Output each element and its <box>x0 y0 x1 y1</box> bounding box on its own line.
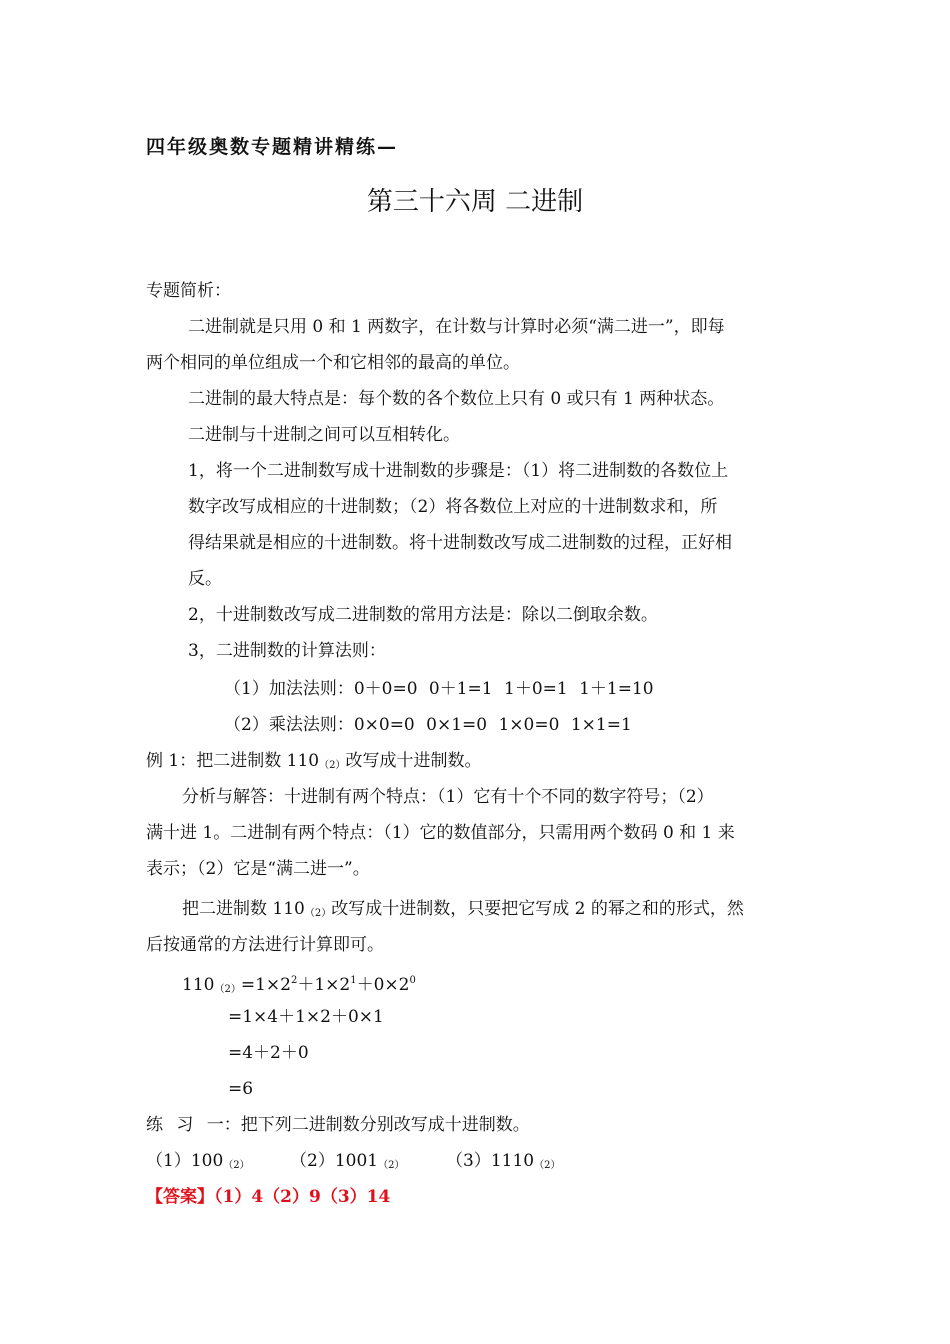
base-2-subscript: （2） <box>214 984 241 995</box>
question-2 <box>290 1150 404 1177</box>
paragraph-6: 3，二进制数的计算法则： <box>188 641 386 661</box>
paragraph-3: 二进制与十进制之间可以互相转化。 <box>188 425 460 445</box>
example-1-text-b: 改写成十进制数。 <box>345 751 482 771</box>
base-2-subscript: （2） <box>378 1160 405 1171</box>
base-2-subscript: （2） <box>534 1160 561 1171</box>
analysis-line-a: 分析与解答：十进制有两个特点：（1）它有十个不同的数字符号；（2） <box>182 787 714 807</box>
base-2-subscript: （2） <box>223 1160 250 1171</box>
question-3-text: （3）1110 <box>446 1151 535 1171</box>
paragraph-1b: 两个相同的单位组成一个和它相邻的最高的单位。 <box>146 353 520 373</box>
exponent-1: 1 <box>350 975 357 986</box>
paragraph-4c: 得结果就是相应的十进制数。将十进制数改写成二进制数的过程，正好相 <box>188 533 732 553</box>
addition-rule: （1）加法法则：0＋0=0 0＋1=1 1＋0=1 1＋1=10 <box>224 679 654 699</box>
calc-number: 110 <box>182 975 215 995</box>
practice-heading: 练 习 一：把下列二进制数分别改写成十进制数。 <box>146 1115 530 1135</box>
base-2-subscript: （2） <box>304 908 332 919</box>
paragraph-1a: 二进制就是只用 0 和 1 两数字，在计数与计算时必须“满二进一”，即每 <box>188 317 725 337</box>
question-1-text: （1）100 <box>146 1151 224 1171</box>
calculation-step-2: =1×4＋1×2＋0×1 <box>228 1007 384 1027</box>
analysis-line-d-b: 改写成十进制数，只要把它写成 2 的幂之和的形式，然 <box>331 899 744 919</box>
question-1 <box>146 1150 250 1177</box>
paragraph-2: 二进制的最大特点是：每个数的各个数位上只有 0 或只有 1 两种状态。 <box>188 389 725 409</box>
multiplication-rule: （2）乘法法则：0×0=0 0×1=0 1×0=0 1×1=1 <box>224 715 632 735</box>
analysis-line-d-a: 把二进制数 110 <box>182 899 305 919</box>
calc-term-1: =1×2 <box>240 975 291 995</box>
answer-label: 【答案】 <box>146 1187 214 1207</box>
example-1 <box>146 750 481 777</box>
paragraph-4d: 反。 <box>188 569 222 589</box>
paragraph-4a: 1，将一个二进制数写成十进制数的步骤是：（1）将二进制数的各数位上 <box>188 461 729 481</box>
exponent-0: 0 <box>409 975 416 986</box>
calculation-step-3: =4＋2＋0 <box>228 1043 309 1063</box>
paragraph-5: 2，十进制数改写成二进制数的常用方法是：除以二倒取余数。 <box>188 605 658 625</box>
exponent-2: 2 <box>290 975 298 986</box>
question-2-text: （2）1001 <box>290 1151 379 1171</box>
question-3 <box>446 1150 560 1177</box>
base-2-subscript: （2） <box>319 760 346 771</box>
intro-label: 专题简析： <box>146 281 231 301</box>
calc-term-2: ＋1×2 <box>297 975 351 995</box>
analysis-line-e: 后按通常的方法进行计算即可。 <box>146 935 384 955</box>
analysis-line-b: 满十进 1。二进制有两个特点：（1）它的数值部分，只需用两个数码 0 和 1 来 <box>146 823 735 843</box>
answer-text: （1）4（2）9（3）14 <box>214 1187 391 1207</box>
example-1-text-a: 例 1：把二进制数 110 <box>146 751 320 771</box>
calculation-step-4: =6 <box>228 1079 254 1099</box>
paragraph-4b: 数字改写成相应的十进制数；（2）将各数位上对应的十进制数求和，所 <box>188 497 718 517</box>
calculation-step-1 <box>182 970 416 1001</box>
analysis-line-d <box>182 898 744 925</box>
page-title: 第三十六周 二进制 <box>366 187 584 217</box>
answer-line <box>146 1186 390 1208</box>
analysis-line-c: 表示；（2）它是“满二进一”。 <box>146 859 370 879</box>
calc-term-3: ＋0×2 <box>356 975 410 995</box>
document-header: 四年级奥数专题精讲精练— <box>146 136 399 158</box>
